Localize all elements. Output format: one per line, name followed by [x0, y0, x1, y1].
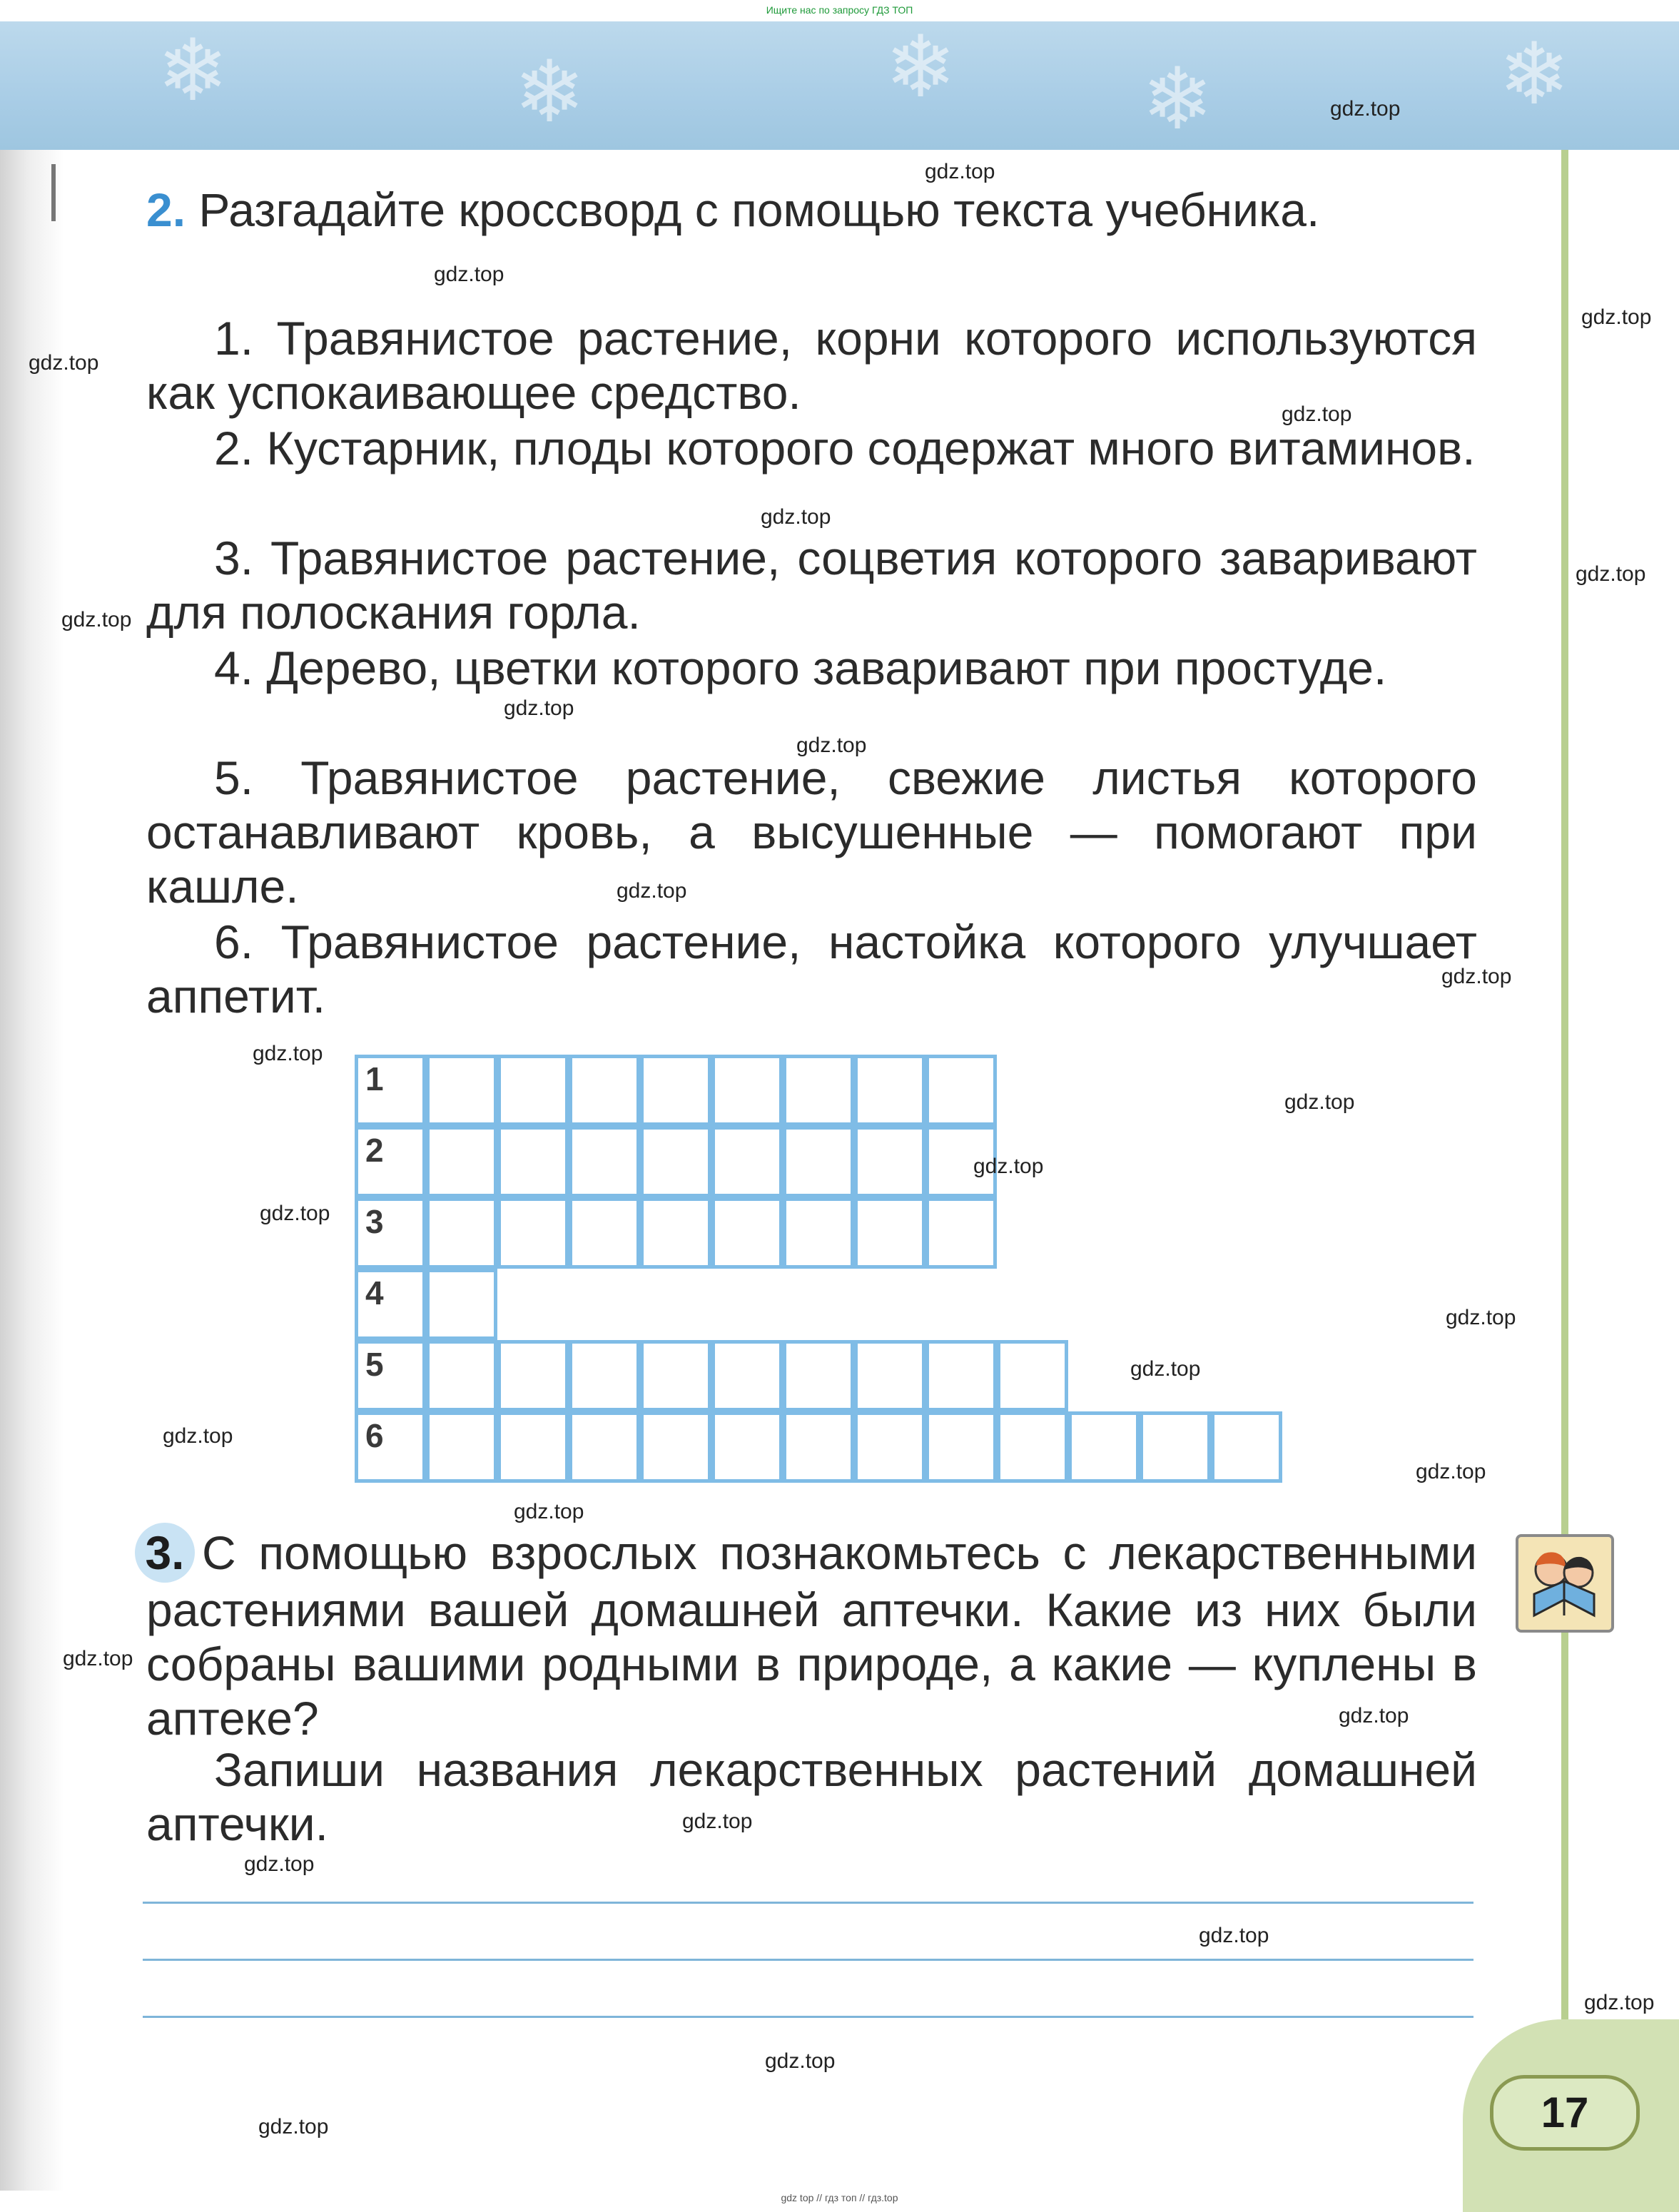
watermark: gdz.top: [765, 2049, 836, 2073]
crossword-cell[interactable]: [711, 1126, 783, 1197]
header-banner: [0, 21, 1679, 150]
watermark: gdz.top: [244, 1852, 315, 1876]
watermark: gdz.top: [1441, 965, 1512, 988]
crossword-cell[interactable]: [783, 1197, 854, 1269]
crossword-cell[interactable]: [497, 1126, 569, 1197]
crossword-cell[interactable]: [426, 1269, 497, 1340]
crossword-cell[interactable]: [925, 1055, 997, 1126]
watermark: gdz.top: [1282, 402, 1352, 426]
row-number: 6: [365, 1417, 384, 1454]
watermark: gdz.top: [260, 1202, 330, 1225]
task3-question-text: С помощью взрослых познакомьтесь с лекарственными растениями вашей домашней аптечки. Какие из них были собраны вашими родными в природе, а какие — куплены в аптеке?: [146, 1526, 1477, 1745]
clue-6: 6. Травянистое растение, настойка которого улучшает аппетит.: [146, 915, 1477, 1023]
crossword-cell[interactable]: [426, 1055, 497, 1126]
crossword-cell[interactable]: [569, 1055, 640, 1126]
crossword-cell[interactable]: [426, 1126, 497, 1197]
task3-number: 3.: [135, 1523, 195, 1583]
watermark: gdz.top: [1199, 1924, 1269, 1947]
watermark: gdz.top: [1339, 1704, 1409, 1728]
crossword-cell[interactable]: [426, 1411, 497, 1483]
clue-2: 2. Кустарник, плоды которого содержат много витаминов.: [214, 422, 1476, 475]
watermark: gdz.top: [258, 2115, 329, 2139]
clue-3: 3. Травянистое растение, соцветия которого заваривают для полоскания горла.: [146, 532, 1477, 639]
crossword-cell[interactable]: [497, 1055, 569, 1126]
crossword-cell[interactable]: [426, 1197, 497, 1269]
crossword-cell[interactable]: [854, 1340, 925, 1411]
watermark: gdz.top: [1581, 305, 1652, 329]
watermark: gdz.top: [63, 1647, 133, 1670]
watermark: gdz.top: [1330, 97, 1401, 121]
task3-instruction: Запиши названия лекарственных растений домашней аптечки.: [146, 1743, 1477, 1850]
watermark: gdz.top: [1576, 562, 1646, 586]
crossword-cell[interactable]: [640, 1340, 711, 1411]
crossword-cell[interactable]: [1211, 1411, 1282, 1483]
crossword-cell[interactable]: [925, 1411, 997, 1483]
row-number: 1: [365, 1060, 384, 1097]
watermark: gdz.top: [1584, 1991, 1655, 2014]
watermark: gdz.top: [1130, 1357, 1201, 1381]
crossword-cell[interactable]: [640, 1126, 711, 1197]
crossword-cell[interactable]: [640, 1055, 711, 1126]
crossword-cell[interactable]: [497, 1411, 569, 1483]
watermark: gdz.top: [29, 351, 99, 375]
watermark: gdz.top: [163, 1424, 233, 1448]
children-reading-icon: [1516, 1534, 1614, 1633]
row-number: 3: [365, 1203, 384, 1240]
watermark: gdz.top: [514, 1500, 584, 1523]
crossword-cell[interactable]: [355, 1126, 426, 1197]
crossword-cell[interactable]: [497, 1340, 569, 1411]
crossword-cell[interactable]: [925, 1340, 997, 1411]
row-number: 2: [365, 1132, 384, 1169]
crossword-cell[interactable]: [355, 1269, 426, 1340]
crossword-cell[interactable]: [711, 1055, 783, 1126]
snowflake-icon: ❄: [885, 21, 957, 117]
crossword-cell[interactable]: [711, 1411, 783, 1483]
crossword-cell[interactable]: [783, 1340, 854, 1411]
crossword-cell[interactable]: [1068, 1411, 1140, 1483]
clue-4: 4. Дерево, цветки которого заваривают при простуде.: [214, 641, 1387, 694]
crossword-cell[interactable]: [569, 1340, 640, 1411]
crossword-cell[interactable]: [783, 1411, 854, 1483]
footer-note: gdz top // гдз топ // гдз.top: [781, 2192, 898, 2203]
watermark: gdz.top: [61, 608, 132, 631]
margin-rule: [1561, 150, 1568, 2105]
watermark: gdz.top: [682, 1810, 753, 1833]
crossword-cell[interactable]: [711, 1197, 783, 1269]
task2-title: [146, 183, 1477, 237]
crossword-cell[interactable]: [497, 1197, 569, 1269]
crossword-cell[interactable]: [1140, 1411, 1211, 1483]
clue-5: 5. Травянистое растение, свежие листья которого останавливают кровь, а высушенные — помогают при кашле.: [146, 751, 1477, 913]
snowflake-icon: ❄: [514, 43, 586, 142]
crossword-cell[interactable]: [640, 1411, 711, 1483]
row-number: 4: [365, 1274, 384, 1312]
row-number: 5: [365, 1346, 384, 1383]
watermark: gdz.top: [1416, 1460, 1486, 1483]
watermark: gdz.top: [973, 1155, 1044, 1178]
crossword-cell[interactable]: [997, 1340, 1068, 1411]
clue-1: 1. Травянистое растение, корни которого используются как успокаивающее средство.: [146, 312, 1477, 419]
crossword-cell[interactable]: [355, 1340, 426, 1411]
watermark: gdz.top: [504, 696, 574, 720]
crossword-cell[interactable]: [854, 1055, 925, 1126]
watermark: gdz.top: [1446, 1306, 1516, 1329]
crossword-cell[interactable]: [640, 1197, 711, 1269]
task3-question: [146, 1523, 1477, 1745]
top-note: Ищите нас по запросу ГДЗ ТОП: [766, 4, 913, 16]
crossword-cell[interactable]: [355, 1411, 426, 1483]
binding-mark: [51, 164, 56, 221]
crossword-cell[interactable]: [355, 1197, 426, 1269]
page-binding-shadow: [0, 150, 64, 2191]
answer-line[interactable]: [143, 1902, 1473, 1904]
answer-line[interactable]: [143, 2016, 1473, 2018]
watermark: gdz.top: [1284, 1090, 1355, 1114]
crossword-cell[interactable]: [854, 1197, 925, 1269]
page-number: 17: [1490, 2075, 1640, 2151]
crossword-cell[interactable]: [783, 1055, 854, 1126]
crossword-cell[interactable]: [355, 1055, 426, 1126]
crossword-cell[interactable]: [925, 1197, 997, 1269]
watermark: gdz.top: [761, 505, 831, 529]
crossword-cell[interactable]: [569, 1197, 640, 1269]
watermark: gdz.top: [617, 879, 687, 903]
answer-line[interactable]: [143, 1959, 1473, 1961]
crossword-cell[interactable]: [997, 1411, 1068, 1483]
reading-illustration: [1518, 1537, 1611, 1630]
snowflake-icon: ❄: [1498, 25, 1571, 124]
snowflake-icon: ❄: [157, 21, 229, 121]
crossword-cell[interactable]: [569, 1411, 640, 1483]
task2-number: 2.: [146, 183, 186, 236]
crossword-cell[interactable]: [783, 1126, 854, 1197]
task2-title-text: Разгадайте кроссворд с помощью текста учебника.: [198, 183, 1320, 236]
crossword-cell[interactable]: [854, 1411, 925, 1483]
crossword-cell[interactable]: [426, 1340, 497, 1411]
crossword-cell[interactable]: [711, 1340, 783, 1411]
crossword-cell[interactable]: [854, 1126, 925, 1197]
snowflake-icon: ❄: [1142, 50, 1214, 149]
watermark: gdz.top: [253, 1042, 323, 1065]
watermark: gdz.top: [434, 263, 504, 286]
watermark: gdz.top: [796, 734, 867, 757]
crossword-cell[interactable]: [569, 1126, 640, 1197]
watermark: gdz.top: [925, 160, 995, 183]
